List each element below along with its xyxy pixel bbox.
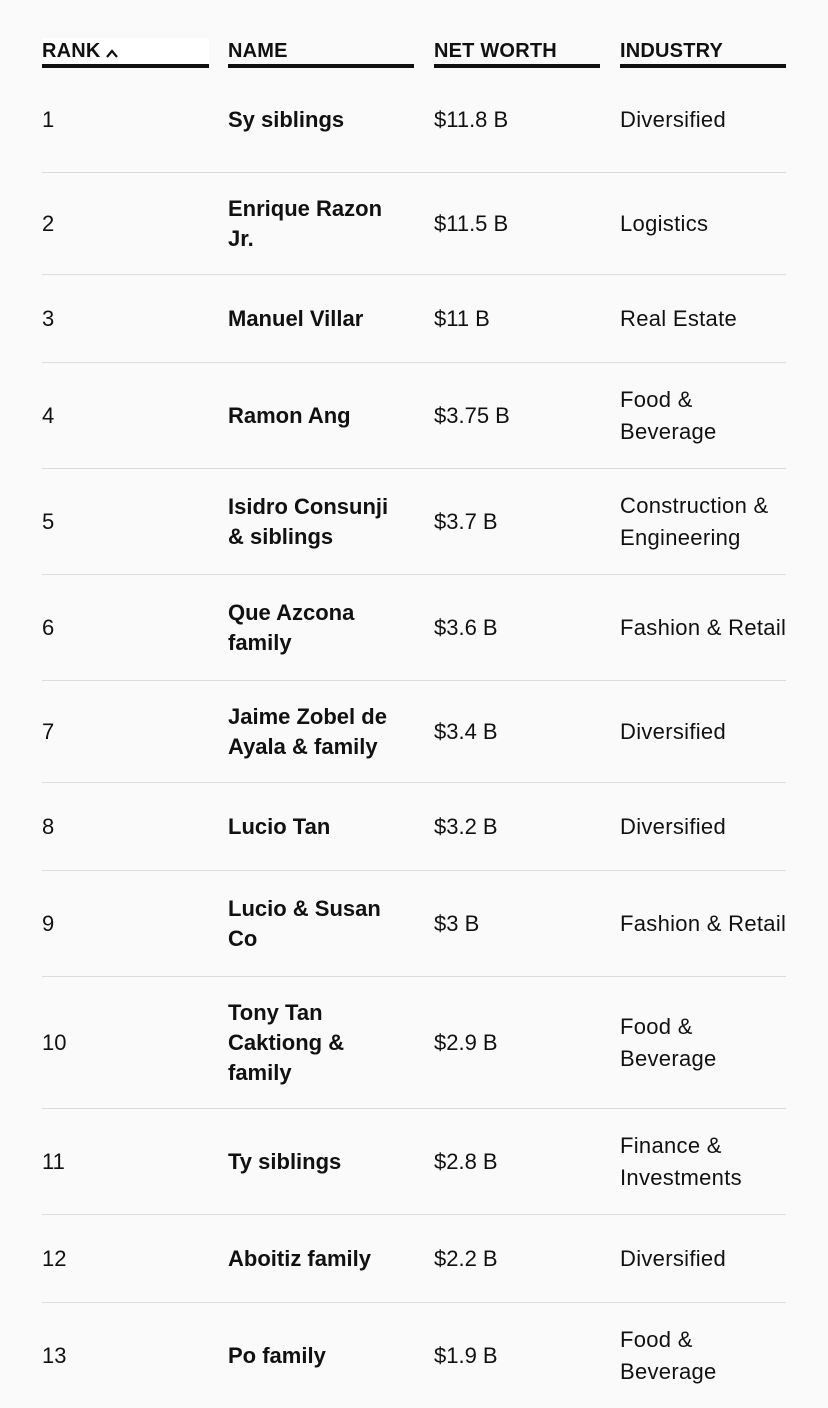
table-row [42,680,786,782]
industry-header-label: INDUSTRY [620,40,724,62]
name-cell: Ramon Ang [228,402,351,428]
name-cell: Que Azcona family [228,599,355,655]
industry-cell: Diversified [620,813,726,839]
net-worth-cell: $3.7 B [434,508,498,534]
rank-cell: 7 [42,718,55,744]
table-header [42,0,786,68]
table-row [42,468,786,574]
rank-cell: 1 [42,107,55,132]
name-header-label: NAME [228,40,288,62]
net-worth-cell: $3.2 B [434,813,498,839]
name-cell: Lucio & Susan Co [228,895,381,951]
net-worth-cell: $2.2 B [434,1245,498,1271]
table-row [42,362,786,468]
net-worth-cell: $11 B [434,305,490,331]
table-row [42,574,786,680]
table-row [42,782,786,870]
chevron-up-icon [105,42,119,56]
rank-cell: 10 [42,1029,67,1055]
sort-by-net-worth-header[interactable] [434,38,600,68]
net-worth-cell: $1.9 B [434,1342,498,1368]
sort-by-industry-header[interactable] [620,38,786,68]
table-row [42,976,786,1108]
name-cell: Lucio Tan [228,813,331,839]
industry-cell: Food & Beverage [620,1013,717,1071]
name-cell: Tony Tan Caktiong & family [228,999,345,1085]
industry-cell: Fashion & Retail [620,910,787,936]
table-row [42,274,786,362]
rank-cell: 13 [42,1342,67,1368]
table-row [42,870,786,976]
net-worth-cell: $3.6 B [434,614,498,640]
industry-cell: Construction & Engineering [620,492,769,550]
rank-header-label: RANK [42,40,101,62]
table-row [42,1302,786,1408]
name-cell: Sy siblings [228,107,345,132]
name-cell: Po family [228,1342,326,1368]
industry-cell: Fashion & Retail [620,614,787,640]
net-worth-cell: $11.8 B [434,107,509,132]
billionaires-table [42,0,786,1408]
rank-cell: 3 [42,305,55,331]
sort-by-name-header[interactable] [228,38,414,68]
net-worth-cell: $11.5 B [434,210,509,236]
table-row [42,172,786,274]
name-cell: Ty siblings [228,1148,342,1174]
name-cell: Jaime Zobel de Ayala & family [228,703,387,759]
industry-cell: Real Estate [620,305,738,331]
name-cell: Aboitiz family [228,1245,372,1271]
industry-cell: Food & Beverage [620,1326,717,1384]
rank-cell: 6 [42,614,55,640]
sort-by-rank-header[interactable] [42,38,209,68]
net-worth-cell: $3.75 B [434,402,510,428]
name-cell: Enrique Razon Jr. [228,195,383,251]
rank-cell: 11 [42,1148,65,1174]
rank-cell: 2 [42,210,55,236]
industry-cell: Finance & Investments [620,1132,742,1190]
net-worth-header-label: NET WORTH [434,40,557,62]
industry-cell: Logistics [620,210,709,236]
name-cell: Isidro Consunji & siblings [228,493,389,549]
industry-cell: Diversified [620,107,726,132]
industry-cell: Diversified [620,1245,726,1271]
industry-cell: Food & Beverage [620,386,717,444]
net-worth-cell: $3.4 B [434,718,498,744]
name-cell: Manuel Villar [228,305,364,331]
table-row [42,68,786,172]
table-row [42,1108,786,1214]
industry-cell: Diversified [620,718,726,744]
rank-cell: 12 [42,1245,67,1271]
rank-cell: 4 [42,402,55,428]
net-worth-cell: $2.9 B [434,1029,498,1055]
rank-cell: 9 [42,910,55,936]
rank-cell: 8 [42,813,55,839]
rank-cell: 5 [42,508,55,534]
net-worth-cell: $2.8 B [434,1148,498,1174]
table-row [42,1214,786,1302]
net-worth-cell: $3 B [434,910,480,936]
